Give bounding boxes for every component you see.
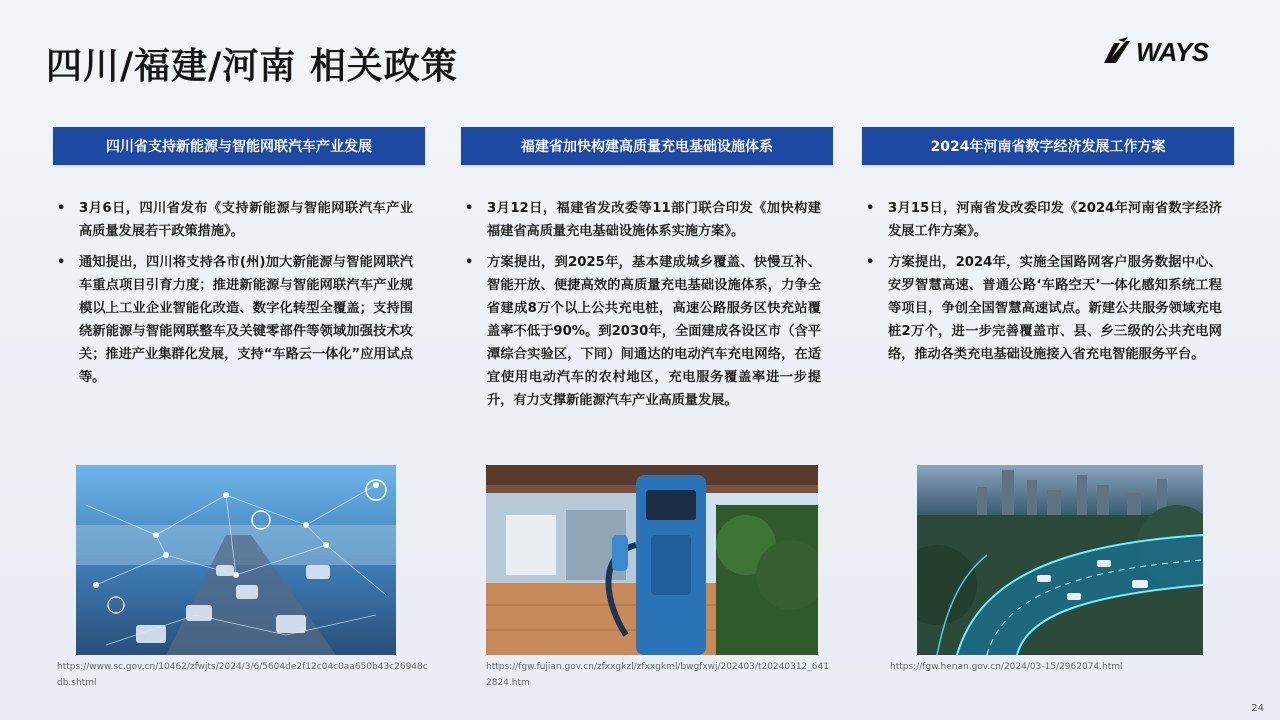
column-header: 四川省支持新能源与智能网联汽车产业发展 — [53, 127, 425, 165]
bullet-item: • 方案提出，2024年，实施全国路网客户服务数据中心、安罗智慧高速、普通公路‘车路空天’一体化感知系统工程等项目，争创全国智慧高速试点。新建公共服务领域充电桩2万个，进一步完善覆盖市、县、乡三级的公共充电网络，推动各类充电基础设施接入省充电智能服务平台。 — [862, 251, 1222, 366]
page-number: 24 — [1251, 703, 1264, 714]
policy-column-fujian — [461, 127, 833, 408]
bullet-item: • 方案提出，到2025年，基本建成城乡覆盖、快慢互补、智能开放、便捷高效的高质量充电基础设施体系，力争全省建成8万个以上公共充电桩，高速公路服务区快充站覆盖率不低于90%。到2030年，全面建成各设区市（含平潭综合实验区，下同）间通达的电动汽车充电网络，在适宜使用电动汽车的农村地区，充电服务覆盖率进一步提升，有力支撑新能源汽车产业高质量发展。 — [461, 251, 821, 412]
bullet-item: • 3月6日，四川省发布《支持新能源与智能网联汽车产业高质量发展若干政策措施》。 — [53, 197, 413, 243]
bullet-item: • 通知提出，四川将支持各市(州)加大新能源与智能网联汽车重点项目引育力度；推进新能源与智能网联汽车产业规模以上工业企业智能化改造、数字化转型全覆盖；支持围绕新能源与智能网联整车及关键零部件等领域加强技术攻关；推进产业集群化发展，支持“车路云一体化”应用试点等。 — [53, 251, 413, 389]
smart-highway-photo — [917, 465, 1203, 655]
bullet-list — [53, 197, 413, 397]
policy-column-henan — [862, 127, 1234, 362]
ev-charger-photo — [486, 465, 818, 655]
slide-title: 四川/福建/河南 相关政策 — [46, 45, 458, 87]
bullet-list — [862, 197, 1222, 374]
source-link[interactable]: https://fgw.fujian.gov.cn/zfxxgkzl/zfxxgkml/bwgfxwj/202403/t20240312_6412824.htm — [486, 662, 829, 688]
bullet-item: • 3月15日，河南省发改委印发《2024年河南省数字经济发展工作方案》。 — [862, 197, 1222, 243]
smart-traffic-photo — [76, 465, 396, 655]
bullet-list — [461, 197, 821, 420]
policy-column-sichuan — [53, 127, 425, 385]
source-link[interactable]: https://fgw.henan.gov.cn/2024/03-15/2962074.html — [890, 662, 1123, 672]
source-link[interactable]: https://www.sc.gov.cn/10462/zfwjts/2024/3/6/5604de2f12c04c0aa650b43c26948cdb.shtml — [57, 662, 428, 688]
ways-logo — [1100, 34, 1220, 70]
column-header: 2024年河南省数字经济发展工作方案 — [862, 127, 1234, 165]
bullet-item: • 3月12日，福建省发改委等11部门联合印发《加快构建福建省高质量充电基础设施体系实施方案》。 — [461, 197, 821, 243]
column-header: 福建省加快构建高质量充电基础设施体系 — [461, 127, 833, 165]
ways-logo-mark-icon — [1100, 35, 1134, 69]
logo-text: WAYS — [1136, 36, 1209, 67]
